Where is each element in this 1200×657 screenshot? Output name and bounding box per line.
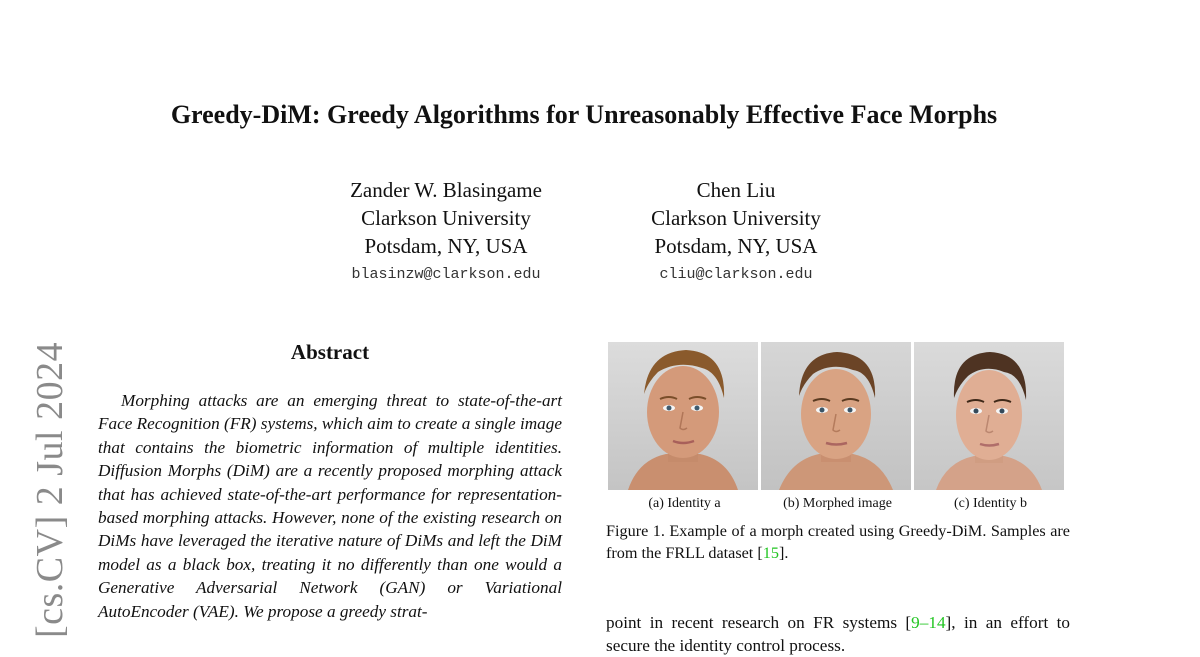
author-block-1 <box>330 176 562 290</box>
face-image-row <box>608 342 1068 490</box>
face-image-identity-b <box>914 342 1064 490</box>
paper-title: Greedy-DiM: Greedy Algorithms for Unreasonably Effective Face Morphs <box>170 100 998 129</box>
abstract-text: Morphing attacks are an emerging threat to state-of-the-art Face Recognition (FR) systems, which aim to create a single image that contains the biometric information of multiple identities. Diffusion Morphs (DiM) are a recently proposed morphing attack that has achieved state-of-the-art performance for representation-based morphing attacks. However, none of the existing research on DiMs have leveraged the iterative nature of DiMs and left the DiM model as a black box, treating it no differently than one would a Generative Adversarial Network (GAN) or Variational AutoEncoder (VAE). We propose a greedy strat- <box>98 391 562 621</box>
author-affiliation: Clarkson University <box>361 206 531 230</box>
figure-caption <box>606 520 1070 564</box>
author-affiliation: Clarkson University <box>651 206 821 230</box>
author-name: Chen Liu <box>696 178 776 202</box>
sub-caption-a: (a) Identity a <box>648 496 721 511</box>
citation-link[interactable]: 15 <box>762 544 779 562</box>
sub-caption-b: (b) Morphed image <box>783 496 892 511</box>
face-image-identity-a <box>608 342 758 490</box>
author-location: Potsdam, NY, USA <box>364 234 528 258</box>
figure-caption-text: Figure 1. Example of a morph created using Greedy-DiM. Samples are from the FRLL dataset [ <box>606 522 1070 562</box>
sub-caption-c: (c) Identity b <box>953 496 1028 511</box>
body-paragraph <box>606 611 1070 657</box>
figure-caption-end: ]. <box>778 544 789 562</box>
author-block-2 <box>636 176 836 290</box>
arxiv-stamp: [cs.CV] 2 Jul 2024 <box>29 341 71 638</box>
body-text-end: ], in an effort to secure the identity control process. <box>606 613 1071 655</box>
author-name: Zander W. Blasingame <box>350 178 542 202</box>
figure-1 <box>608 342 1068 512</box>
author-location: Potsdam, NY, USA <box>654 234 818 258</box>
sub-captions <box>608 496 1068 512</box>
abstract-heading: Abstract <box>290 340 370 364</box>
body-text-start: point in recent research on FR systems [ <box>606 613 912 632</box>
author-email[interactable]: blasinzw@clarkson.edu <box>351 266 541 283</box>
face-image-morphed <box>761 342 911 490</box>
citation-link[interactable]: 9–14 <box>911 613 946 632</box>
author-email[interactable]: cliu@clarkson.edu <box>659 266 813 283</box>
